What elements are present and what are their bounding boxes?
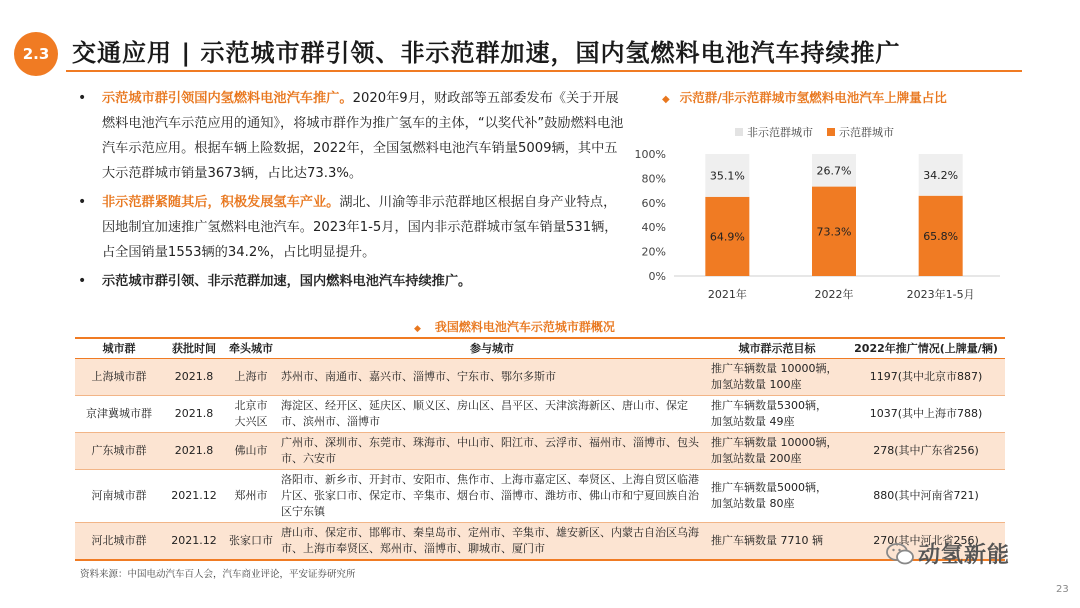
- page-number: 23: [1056, 584, 1069, 595]
- y-tick-label: 100%: [634, 148, 666, 161]
- table-cell: 河北城市群: [75, 522, 163, 560]
- city-cluster-table: [75, 337, 1005, 561]
- table-cell: 2021.8: [163, 432, 225, 469]
- table-cell: 880(其中河南省721): [847, 469, 1005, 522]
- legend-item-non-demo: [735, 124, 813, 140]
- watermark-text: 动氢新能: [918, 543, 1011, 568]
- bullet-item: [78, 190, 626, 265]
- y-tick-label: 0%: [648, 270, 666, 283]
- table-cell: 京津冀城市群: [75, 395, 163, 432]
- table-cell: 2021.12: [163, 469, 225, 522]
- legend-swatch: [735, 128, 743, 136]
- x-tick-label: 2022年: [814, 288, 854, 301]
- table-cell: 上海城市群: [75, 358, 163, 395]
- bullet-item: [78, 86, 626, 186]
- table-header-cell: 获批时间: [163, 338, 225, 358]
- table-cell: 海淀区、经开区、延庆区、顺义区、房山区、昌平区、天津滨海新区、唐山市、保定市、滨州市、淄博市: [277, 395, 707, 432]
- chart-title-text: 示范群/非示范群城市氢燃料电池汽车上牌量占比: [679, 90, 947, 105]
- table-cell: 唐山市、保定市、邯郸市、秦皇岛市、定州市、辛集市、雄安新区、内蒙古自治区乌海市、上海市奉贤区、郑州市、淄博市、聊城市、厦门市: [277, 522, 707, 560]
- table-cell: 推广车辆数量5300辆， 加氢站数量 49座: [707, 395, 847, 432]
- table-cell: 张家口市: [225, 522, 277, 560]
- legend-item-demo: [827, 124, 894, 140]
- y-tick-label: 20%: [641, 245, 666, 259]
- bullet-text: 湖北、川渝等非示范群地区根据自身产业特点，因地制宜加速推广氢燃料电池汽车。2023年1-5月，国内非示范群城市氢车销量531辆，占全国销量1553辆的34.2%，占比明显提升。: [102, 195, 618, 260]
- table-row: [75, 358, 1005, 395]
- data-label: 35.1%: [709, 169, 745, 183]
- table-title: [414, 318, 615, 335]
- table-cell: 推广车辆数量 10000辆， 加氢站数量 100座: [707, 358, 847, 395]
- table-cell: 278(其中广东省256): [847, 432, 1005, 469]
- table-row: [75, 469, 1005, 522]
- source-note: 资料来源：中国电动汽车百人会，汽车商业评论，平安证券研究所: [80, 569, 356, 580]
- bullet-text: 示范城市群引领、非示范群加速，国内燃料电池汽车持续推广。: [102, 274, 472, 289]
- bullet-highlight: 示范城市群引领国内氢燃料电池汽车推广。: [102, 91, 353, 106]
- table-cell: 2021.12: [163, 522, 225, 560]
- data-label: 65.8%: [923, 229, 959, 243]
- legend-swatch: [827, 128, 835, 136]
- table-row: [75, 395, 1005, 432]
- table-title-text: 我国燃料电池汽车示范城市群概况: [434, 320, 615, 334]
- legend-label: 示范群城市: [839, 126, 894, 139]
- table-header-cell: 参与城市: [277, 338, 707, 358]
- table-cell: 2021.8: [163, 395, 225, 432]
- table-cell: 广东城市群: [75, 432, 163, 469]
- stacked-bar-chart: [630, 140, 1010, 306]
- table-cell: 推广车辆数量5000辆， 加氢站数量 80座: [707, 469, 847, 522]
- y-tick-label: 80%: [641, 172, 666, 186]
- table-cell: 推广车辆数量 7710 辆: [707, 522, 847, 560]
- bullet-item: [78, 269, 626, 294]
- table-cell: 苏州市、南通市、嘉兴市、淄博市、宁东市、鄂尔多斯市: [277, 358, 707, 395]
- bullet-text: 2020年9月，财政部等五部委发布《关于开展燃料电池汽车示范应用的通知》，将城市群作为推广氢车的主体，“以奖代补”鼓励燃料电池汽车示范应用。根据车辆上险数据，2022年，全国氢燃料电池汽车销量5009辆，其中五大示范群城市销量3673辆，占比达73.3%。: [102, 91, 624, 181]
- table-cell: 上海市: [225, 358, 277, 395]
- bullet-dot-icon: •: [78, 90, 87, 106]
- table-cell: 1037(其中上海市788): [847, 395, 1005, 432]
- data-label: 64.9%: [709, 230, 745, 244]
- watermark: [886, 538, 1010, 569]
- table-header-cell: 城市群: [75, 338, 163, 358]
- table-cell: 1197(其中北京市887): [847, 358, 1005, 395]
- table-row: [75, 522, 1005, 560]
- chart-legend: [735, 124, 894, 140]
- legend-label: 非示范群城市: [747, 126, 813, 139]
- table-cell: 洛阳市、新乡市、开封市、安阳市、焦作市、上海市嘉定区、奉贤区、上海自贸区临港片区、张家口市、保定市、辛集市、烟台市、淄博市、潍坊市、佛山市和宁夏回族自治区宁东镇: [277, 469, 707, 522]
- table-cell: 广州市、深圳市、东莞市、珠海市、中山市、阳江市、云浮市、福州市、淄博市、包头市、六安市: [277, 432, 707, 469]
- bullet-highlight: 非示范群紧随其后，积极发展氢车产业。: [102, 195, 340, 210]
- table-row: [75, 432, 1005, 469]
- table-header-cell: 2022年推广情况(上牌量/辆): [847, 338, 1005, 358]
- diamond-icon: ◆: [662, 94, 670, 105]
- title-divider: [66, 70, 1022, 72]
- x-tick-label: 2021年: [707, 288, 747, 301]
- x-tick-label: 2023年1-5月: [906, 288, 975, 301]
- wechat-icon: [886, 542, 914, 566]
- table-header-row: [75, 338, 1005, 358]
- table-cell: 推广车辆数量 10000辆， 加氢站数量 200座: [707, 432, 847, 469]
- table-cell: 佛山市: [225, 432, 277, 469]
- table-cell: 2021.8: [163, 358, 225, 395]
- data-label: 34.2%: [923, 168, 959, 182]
- data-label: 26.7%: [816, 164, 852, 178]
- bullet-dot-icon: •: [78, 273, 87, 289]
- table-cell: 270(其中河北省256): [847, 522, 1005, 560]
- y-tick-label: 40%: [641, 221, 666, 235]
- table-cell: 郑州市: [225, 469, 277, 522]
- y-tick-label: 60%: [641, 196, 666, 210]
- bullet-list: [78, 86, 626, 298]
- diamond-icon: ◆: [414, 324, 421, 334]
- page-title: 交通应用 | 示范城市群引领、非示范群加速，国内氢燃料电池汽车持续推广: [72, 39, 901, 67]
- table-cell: 北京市 大兴区: [225, 395, 277, 432]
- table-header-cell: 牵头城市: [225, 338, 277, 358]
- chart-title: [662, 88, 947, 106]
- table-header-cell: 城市群示范目标: [707, 338, 847, 358]
- bullet-dot-icon: •: [78, 194, 87, 210]
- section-number-badge: 2.3: [14, 32, 58, 76]
- data-label: 73.3%: [816, 225, 852, 239]
- table-cell: 河南城市群: [75, 469, 163, 522]
